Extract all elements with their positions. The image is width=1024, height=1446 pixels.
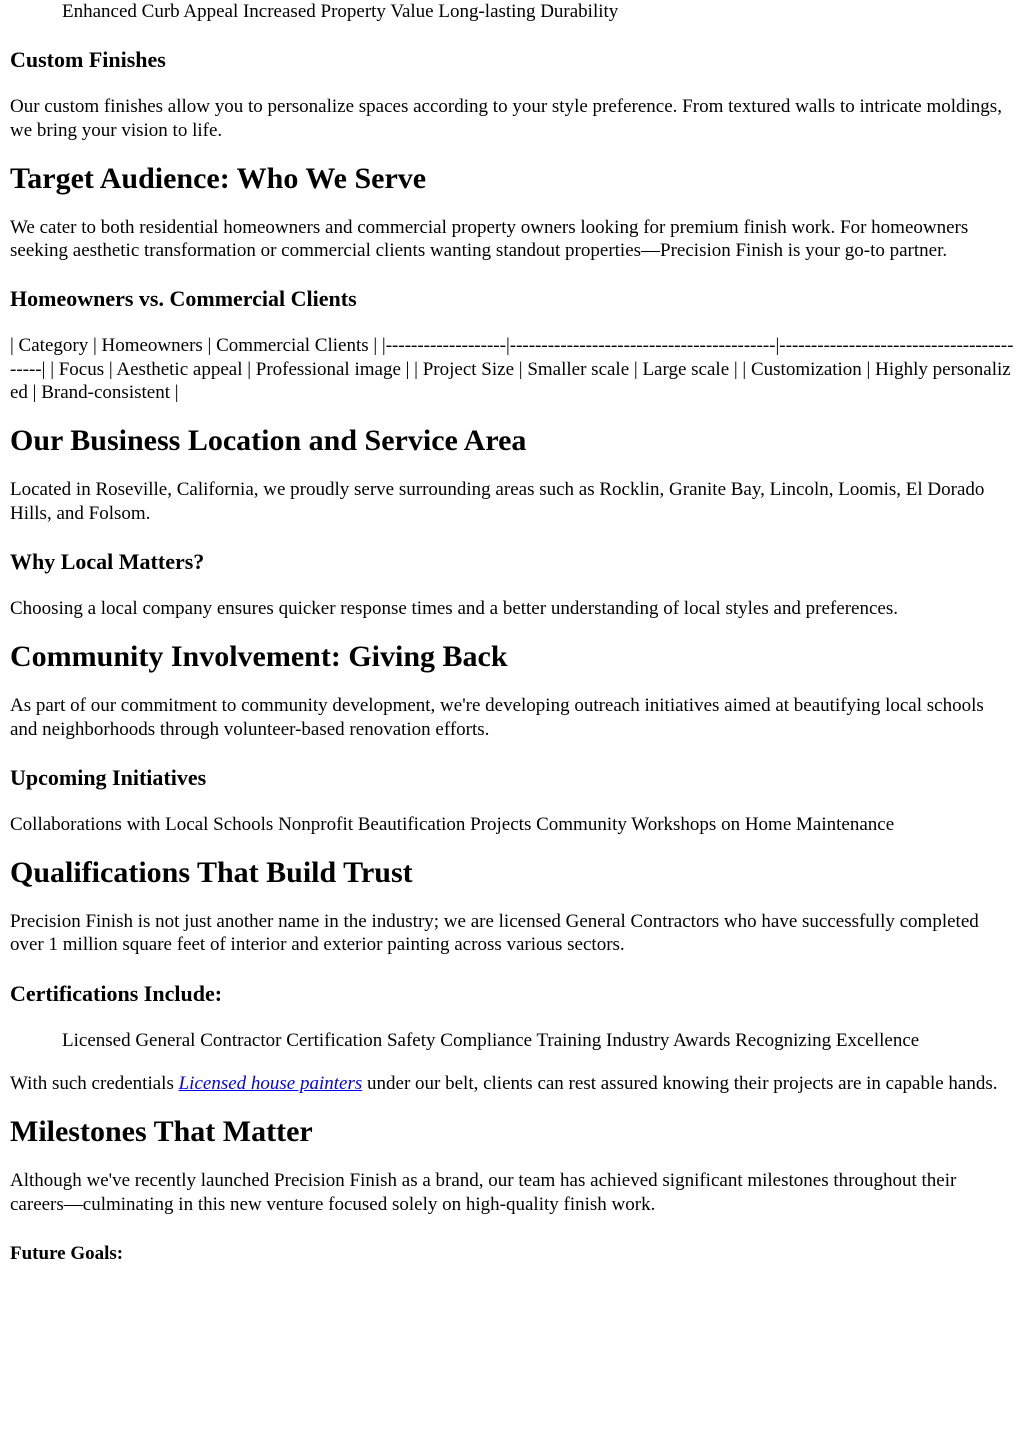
community-text: As part of our commitment to community development, we're developing outreach initiatives aimed at beautifying local schools and neighborhoods through volunteer-based renovation efforts. [10,695,984,740]
why-local-heading: Why Local Matters? [10,548,205,574]
credentials-text-start: With such credentials [10,1073,179,1095]
benefits-list: Enhanced Curb Appeal Increased Property Value Long-lasting Durability [62,1,619,22]
certifications-heading: Certifications Include: [10,980,223,1006]
homeowners-vs-commercial-heading: Homeowners vs. Commercial Clients [10,286,357,312]
credentials-text-end: under our belt, clients can rest assured knowing their projects are in capable hands. [362,1073,998,1095]
qualifications-heading: Qualifications That Build Trust [10,856,413,890]
custom-finishes-heading: Custom Finishes [10,47,166,73]
qualifications-text: Precision Finish is not just another name in the industry; we are licensed General Contractors who have successfully completed over 1 million square feet of interior and exterior painting across various sectors. [10,911,979,956]
upcoming-initiatives-text: Collaborations with Local Schools Nonprofit Beautification Projects Community Workshops on Home Maintenance [10,813,895,835]
certifications-list: Licensed General Contractor Certification Safety Compliance Training Industry Awards Recognizing Excellence [62,1029,920,1051]
milestones-heading: Milestones That Matter [10,1115,313,1149]
licensed-house-painters-link[interactable]: Licensed house painters [178,1073,363,1095]
community-heading: Community Involvement: Giving Back [10,640,508,674]
target-audience-heading: Target Audience: Who We Serve [10,161,427,195]
why-local-text: Choosing a local company ensures quicker response times and a better understanding of local styles and preferences. [10,597,898,619]
custom-finishes-text: Our custom finishes allow you to personalize spaces according to your style preference. From textured walls to intricate moldings, we bring your vision to life. [10,96,1002,141]
location-text: Located in Roseville, California, we proudly serve surrounding areas such as Rocklin, Granite Bay, Lincoln, Loomis, El Dorado Hills, and Folsom. [10,479,985,524]
credentials-text [10,1072,1014,1095]
upcoming-initiatives-heading: Upcoming Initiatives [10,764,207,790]
milestones-text: Although we've recently launched Precision Finish as a brand, our team has achieved significant milestones throughout their careers—culminating in this new venture focused solely on high-quality finish work. [10,1170,957,1215]
future-goals-heading: Future Goals: [10,1242,124,1264]
target-audience-text: We cater to both residential homeowners and commercial property owners looking for premium finish work. For homeowners seeking aesthetic transformation or commercial clients wanting standout properties—Precision Finish is your go-to partner. [10,216,969,262]
location-heading: Our Business Location and Service Area [10,424,527,458]
comparison-table-text: | Category | Homeowners | Commercial Clients | |-------------------|------------------------------------------|------------------------------------------| | Focus | Aesthetic appeal | Professional image | | Project Size | Smaller scale | Large scale | | Customization | Highly personalized | Brand-consistent | [10,335,1014,404]
